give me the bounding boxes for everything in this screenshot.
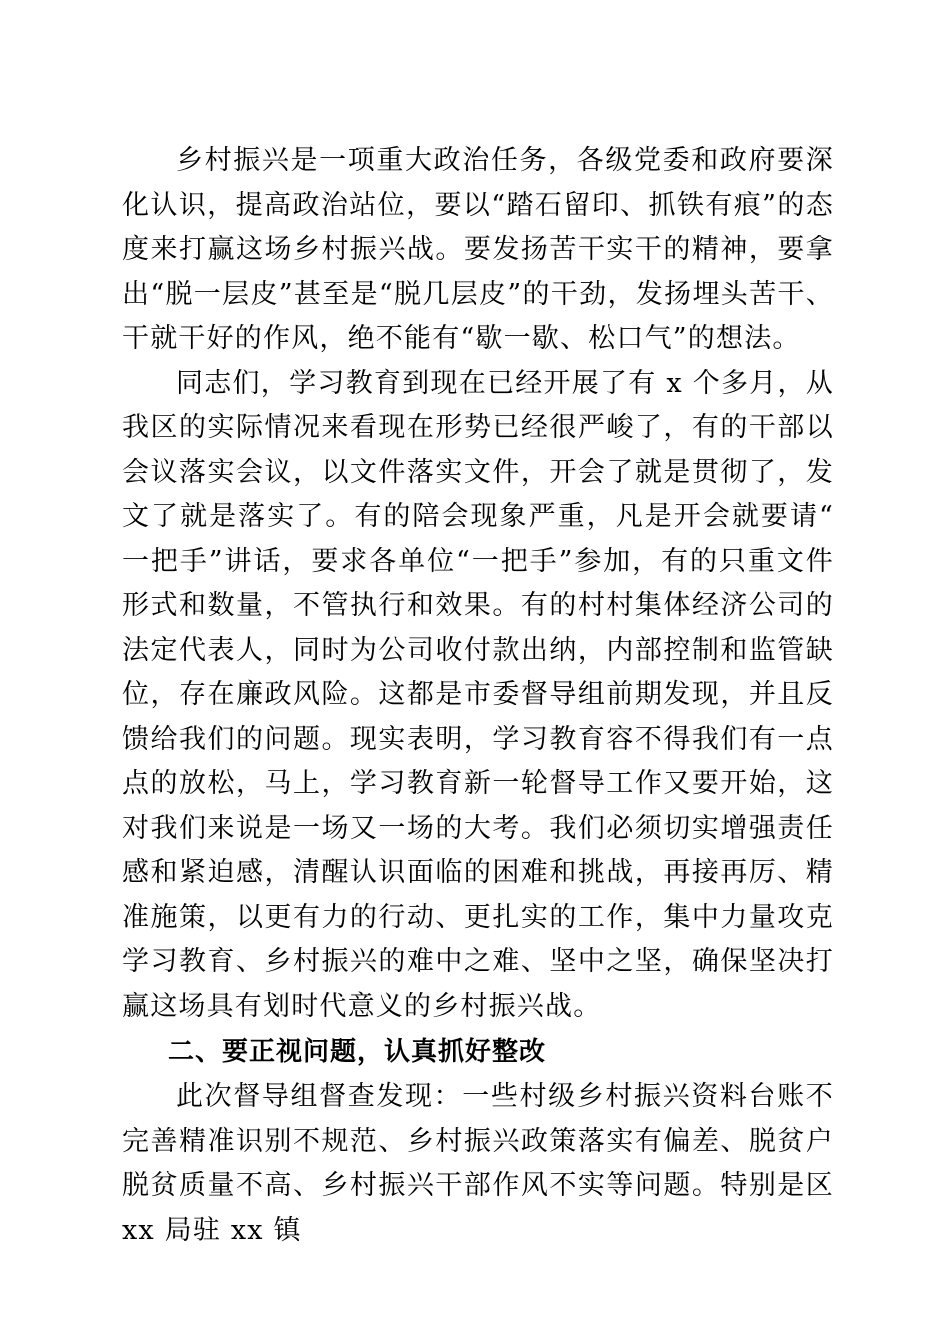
document-page	[122, 139, 834, 1253]
paragraph-comrades-address: 同志们，学习教育到现在已经开展了有 x 个多月，从我区的实际情况来看现在形势已经很严峻了，有的干部以会议落实会议，以文件落实文件，开会了就是贯彻了，发文了就是落实了。有的陪会现象严重，凡是开会就要请“一把手”讲话，要求各单位“一把手”参加，有的只重文件形式和数量，不管执行和效果。有的村村集体经济公司的法定代表人，同时为公司收付款出纳，内部控制和监管缺位，存在廉政风险。这都是市委督导组前期发现，并且反馈给我们的问题。现实表明，学习教育容不得我们有一点点的放松，马上，学习教育新一轮督导工作又要开始，这对我们来说是一场又一场的大考。我们必须切实增强责任感和紧迫感，清醒认识面临的困难和挑战，再接再厉、精准施策，以更有力的行动、更扎实的工作，集中力量攻克学习教育、乡村振兴的难中之难、坚中之坚，确保坚决打赢这场具有划时代意义的乡村振兴战。	[122, 367, 834, 1022]
paragraph-inspection-findings: 此次督导组督查发现：一些村级乡村振兴资料台账不完善精准识别不规范、乡村振兴政策落实有偏差、脱贫户脱贫质量不高、乡村振兴干部作风不实等问题。特别是区 xx 局驻 xx 镇	[122, 1081, 834, 1246]
paragraph-rural-revitalization-task: 乡村振兴是一项重大政治任务，各级党委和政府要深化认识，提高政治站位，要以“踏石留印、抓铁有痕”的态度来打赢这场乡村振兴战。要发扬苦干实干的精神，要拿出“脱一层皮”甚至是“脱几层皮”的干劲，发扬埋头苦干、干就干好的作风，绝不能有“歇一歇、松口气”的想法。	[122, 145, 834, 354]
section-heading: 二、要正视问题，认真抓好整改	[168, 1037, 547, 1067]
